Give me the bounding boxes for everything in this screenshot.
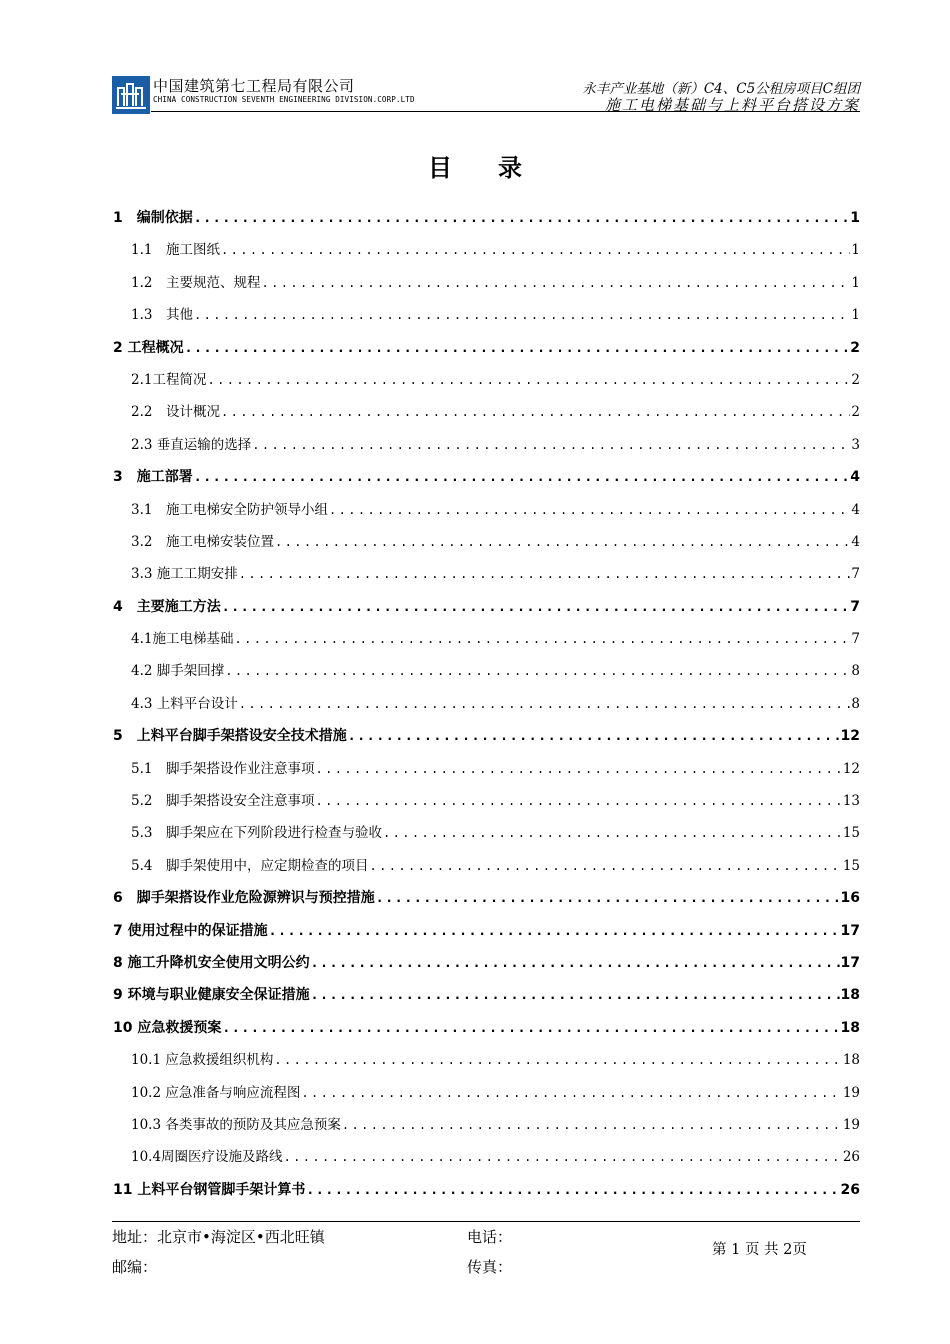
toc-entry-page: 4: [851, 533, 860, 550]
toc-entry-page: 7: [850, 598, 860, 615]
toc-entry[interactable]: [113, 882, 860, 914]
toc-leader-dots: [315, 785, 841, 817]
toc-entry[interactable]: [113, 461, 860, 493]
toc-entry-page: 1: [851, 242, 860, 259]
toc-entry[interactable]: [113, 494, 860, 526]
toc-entry-title: 1.1 施工图纸: [131, 242, 220, 259]
toc-heading-right: 录: [498, 154, 522, 182]
page-footer: [112, 1224, 860, 1284]
toc-entry-page: 4: [851, 501, 860, 518]
toc-leader-dots: [239, 688, 851, 720]
toc-entry-title: 5.1 脚手架搭设作业注意事项: [131, 760, 315, 777]
toc-entry-title: 1 编制依据: [113, 210, 193, 226]
toc-leader-dots: [311, 948, 840, 980]
toc-entry[interactable]: [113, 720, 860, 752]
toc-entry-title: 2.2 设计概况: [131, 404, 220, 421]
toc-entry-page: 18: [840, 987, 860, 1004]
toc-entry[interactable]: [113, 396, 860, 428]
toc-entry-page: 1: [850, 210, 860, 226]
toc-entry[interactable]: [113, 979, 860, 1011]
toc-leader-dots: [207, 364, 850, 396]
toc-entry-title: 8 施工升降机安全使用文明公约: [113, 954, 310, 971]
toc-entry-title: 10.1 应急救援组织机构: [131, 1052, 274, 1069]
toc-leader-dots: [315, 753, 841, 785]
toc-entry-title: 4.2 脚手架回撑: [131, 663, 225, 680]
toc-entry-title: 4.3 上料平台设计: [131, 695, 238, 712]
toc-entry-title: 5 上料平台脚手架搭设安全技术措施: [113, 728, 347, 745]
toc-entry-page: 17: [840, 954, 860, 971]
toc-entry-page: 15: [842, 857, 860, 874]
toc-entry[interactable]: [113, 558, 860, 590]
toc-entry-page: 8: [851, 663, 860, 680]
toc-entry-title: 10.4周圈医疗设施及路线: [131, 1149, 283, 1166]
header-divider: [151, 111, 860, 112]
toc-entry-title: 2.1工程简况: [131, 371, 207, 388]
toc-entry-title: 11 上料平台钢管脚手架计算书: [113, 1181, 306, 1198]
toc-heading-left: 目: [428, 154, 452, 182]
toc-entry[interactable]: [113, 1077, 860, 1109]
toc-leader-dots: [221, 234, 850, 266]
toc-leader-dots: [222, 1013, 839, 1045]
toc-entry-page: 18: [842, 1052, 860, 1069]
document-title: 施工电梯基础与上料平台搭设方案: [604, 96, 860, 114]
toc-leader-dots: [239, 558, 851, 590]
toc-entry[interactable]: [113, 623, 860, 655]
table-of-contents: [113, 202, 860, 1206]
toc-entry[interactable]: [113, 364, 860, 396]
footer-divider: [112, 1221, 860, 1222]
toc-leader-dots: [269, 916, 840, 948]
toc-leader-dots: [342, 1109, 842, 1141]
toc-entry[interactable]: [113, 299, 860, 331]
toc-entry-title: 4.1施工电梯基础: [131, 631, 234, 648]
toc-entry[interactable]: [113, 591, 860, 623]
toc-entry-page: 12: [840, 728, 860, 745]
toc-entry-page: 18: [840, 1019, 860, 1036]
toc-entry[interactable]: [113, 1044, 860, 1076]
footer-page-number: 第 1 页 共 2页: [712, 1242, 807, 1258]
toc-entry-title: 1.3 其他: [131, 307, 193, 324]
toc-entry-page: 19: [842, 1116, 860, 1133]
toc-leader-dots: [234, 623, 850, 655]
toc-leader-dots: [194, 462, 850, 494]
toc-entry-page: 12: [842, 760, 860, 777]
toc-leader-dots: [261, 267, 850, 299]
toc-entry[interactable]: [113, 267, 860, 299]
toc-leader-dots: [221, 396, 850, 428]
toc-leader-dots: [369, 850, 841, 882]
toc-entry[interactable]: [113, 850, 860, 882]
toc-entry-title: 3.3 施工工期安排: [131, 566, 238, 583]
toc-entry-title: 1.2 主要规范、规程: [131, 274, 261, 291]
toc-entry-page: 16: [840, 890, 860, 907]
toc-entry[interactable]: [113, 785, 860, 817]
toc-leader-dots: [348, 721, 840, 753]
toc-entry-page: 2: [851, 404, 860, 421]
toc-entry[interactable]: [113, 202, 860, 234]
toc-leader-dots: [225, 655, 850, 687]
toc-entry-title: 10.3 各类事故的预防及其应急预案: [131, 1116, 341, 1133]
company-name-cn: 中国建筑第七工程局有限公司: [153, 77, 355, 95]
toc-heading: [0, 148, 950, 183]
toc-leader-dots: [311, 980, 840, 1012]
toc-entry-page: 15: [842, 825, 860, 842]
toc-entry[interactable]: [113, 688, 860, 720]
toc-leader-dots: [284, 1141, 842, 1173]
toc-leader-dots: [274, 1044, 841, 1076]
project-name: 永丰产业基地（新）C4、C5公租房项目C组团: [582, 81, 860, 97]
toc-entry[interactable]: [113, 1141, 860, 1173]
toc-entry[interactable]: [113, 915, 860, 947]
company-logo: [112, 76, 150, 114]
footer-address: 地址：北京市•海淀区•西北旺镇: [112, 1228, 325, 1246]
toc-entry-title: 6 脚手架搭设作业危险源辨识与预控措施: [113, 890, 375, 907]
toc-entry[interactable]: [113, 817, 860, 849]
footer-phone: 电话：: [467, 1228, 513, 1246]
toc-leader-dots: [222, 592, 850, 624]
toc-entry-page: 26: [842, 1149, 860, 1166]
footer-postcode: 邮编：: [112, 1258, 158, 1276]
toc-leader-dots: [194, 203, 850, 235]
toc-entry[interactable]: [113, 753, 860, 785]
toc-leader-dots: [275, 526, 850, 558]
toc-entry-page: 17: [840, 922, 860, 939]
toc-entry-page: 1: [851, 274, 860, 291]
toc-entry-page: 2: [851, 371, 860, 388]
toc-entry-page: 2: [850, 339, 860, 356]
toc-entry[interactable]: [113, 1109, 860, 1141]
page-header: [112, 72, 860, 114]
toc-entry-title: 10.2 应急准备与响应流程图: [131, 1084, 301, 1101]
toc-entry-title: 2.3 垂直运输的选择: [131, 436, 252, 453]
toc-entry-page: 1: [851, 307, 860, 324]
toc-leader-dots: [376, 883, 840, 915]
toc-entry-title: 4 主要施工方法: [113, 598, 221, 615]
toc-entry-page: 7: [851, 631, 860, 648]
toc-entry-page: 8: [851, 695, 860, 712]
toc-entry-title: 5.2 脚手架搭设安全注意事项: [131, 793, 315, 810]
toc-entry[interactable]: [113, 947, 860, 979]
footer-fax: 传真：: [467, 1258, 513, 1276]
toc-entry[interactable]: [113, 1012, 860, 1044]
toc-leader-dots: [194, 299, 850, 331]
toc-entry-title: 3.1 施工电梯安全防护领导小组: [131, 501, 328, 518]
toc-entry-title: 5.4 脚手架使用中，应定期检查的项目: [131, 857, 369, 874]
toc-entry-page: 4: [850, 469, 860, 486]
toc-leader-dots: [252, 429, 850, 461]
toc-leader-dots: [383, 817, 842, 849]
toc-entry-title: 10 应急救援预案: [113, 1019, 222, 1036]
company-name-en: CHINA CONSTRUCTION SEVENTH ENGINEERING DIVISION.CORP.LTD: [153, 95, 415, 104]
toc-entry[interactable]: [113, 429, 860, 461]
toc-entry-title: 3.2 施工电梯安装位置: [131, 533, 274, 550]
toc-entry[interactable]: [113, 526, 860, 558]
toc-leader-dots: [301, 1077, 841, 1109]
toc-entry-title: 5.3 脚手架应在下列阶段进行检查与验收: [131, 825, 382, 842]
toc-leader-dots: [306, 1175, 839, 1207]
toc-entry[interactable]: [113, 234, 860, 266]
toc-entry[interactable]: [113, 655, 860, 687]
toc-entry-page: 19: [842, 1084, 860, 1101]
toc-leader-dots: [329, 494, 850, 526]
toc-entry[interactable]: [113, 332, 860, 364]
toc-entry-page: 13: [842, 793, 860, 810]
toc-entry-title: 7 使用过程中的保证措施: [113, 922, 268, 939]
toc-leader-dots: [185, 333, 850, 365]
toc-entry-title: 3 施工部署: [113, 469, 193, 486]
toc-entry-page: 26: [840, 1181, 860, 1198]
toc-entry[interactable]: [113, 1174, 860, 1206]
toc-entry-page: 7: [851, 566, 860, 583]
toc-entry-page: 3: [851, 436, 860, 453]
toc-entry-title: 9 环境与职业健康安全保证措施: [113, 987, 310, 1004]
toc-entry-title: 2 工程概况: [113, 339, 184, 356]
